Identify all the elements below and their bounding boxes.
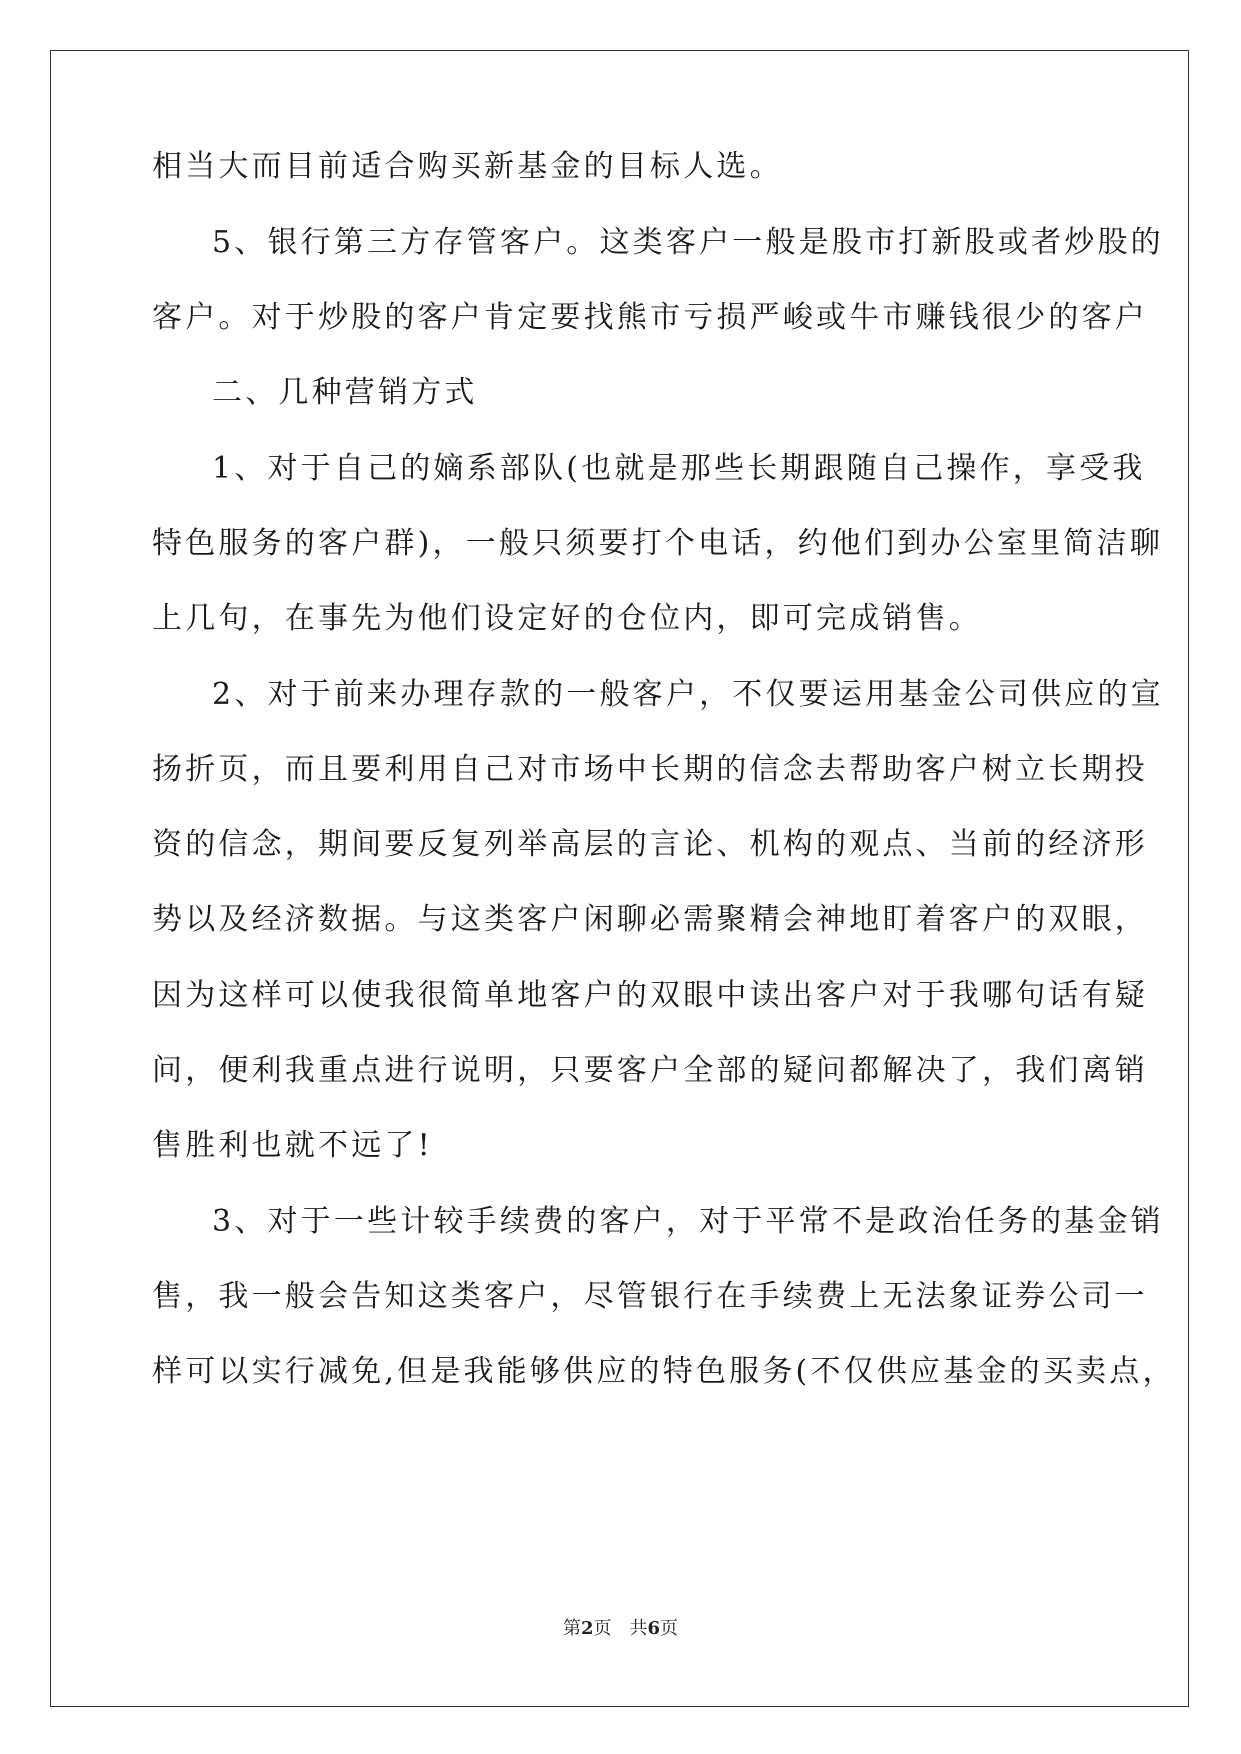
- paragraph-line: 2、对于前来办理存款的一般客户，不仅要运用基金公司供应的宣: [212, 677, 1164, 712]
- total-pages-unit: 页: [660, 1618, 679, 1639]
- paragraph-line: 因为这样可以使我很简单地客户的双眼中读出客户对于我哪句话有疑: [152, 978, 1148, 1013]
- page-number-prefix: 第: [562, 1618, 581, 1639]
- paragraph-line: 扬折页，而且要利用自己对市场中长期的信念去帮助客户树立长期投: [152, 752, 1148, 787]
- paragraph-line: 客户。对于炒股的客户肯定要找熊市亏损严峻或牛市赚钱很少的客户: [152, 300, 1148, 335]
- paragraph-line: 上几句，在事先为他们设定好的仓位内，即可完成销售。: [152, 601, 982, 636]
- paragraph-line: 5、银行第三方存管客户。这类客户一般是股市打新股或者炒股的: [212, 225, 1164, 260]
- page-footer: [0, 1617, 1241, 1641]
- paragraph-line: 特色服务的客户群)，一般只须要打个电话，约他们到办公室里简洁聊: [152, 526, 1163, 561]
- paragraph-line: 势以及经济数据。与这类客户闲聊必需聚精会神地盯着客户的双眼，: [152, 902, 1148, 937]
- paragraph-line: 3、对于一些计较手续费的客户，对于平常不是政治任务的基金销: [212, 1204, 1164, 1239]
- current-page-number: 2: [580, 1618, 594, 1639]
- paragraph-line: 相当大而目前适合购买新基金的目标人选。: [152, 149, 783, 184]
- page-number-unit: 页: [593, 1618, 612, 1639]
- paragraph-line: 问，便利我重点进行说明，只要客户全部的疑问都解决了，我们离销: [152, 1053, 1148, 1088]
- total-pages-prefix: 共: [629, 1618, 648, 1639]
- paragraph-line: 资的信念，期间要反复列举高层的言论、机构的观点、当前的经济形: [152, 827, 1148, 862]
- paragraph-line: 样可以实行减免,但是我能够供应的特色服务(不仅供应基金的买卖点，: [152, 1354, 1176, 1389]
- paragraph-line: 售胜利也就不远了!: [152, 1128, 433, 1163]
- total-page-number: 6: [647, 1618, 661, 1639]
- paragraph-line: 1、对于自己的嫡系部队(也就是那些长期跟随自己操作，享受我: [212, 451, 1146, 486]
- section-heading: 二、几种营销方式: [212, 375, 478, 410]
- paragraph-line: 售，我一般会告知这类客户，尽管银行在手续费上无法象证券公司一: [152, 1279, 1148, 1314]
